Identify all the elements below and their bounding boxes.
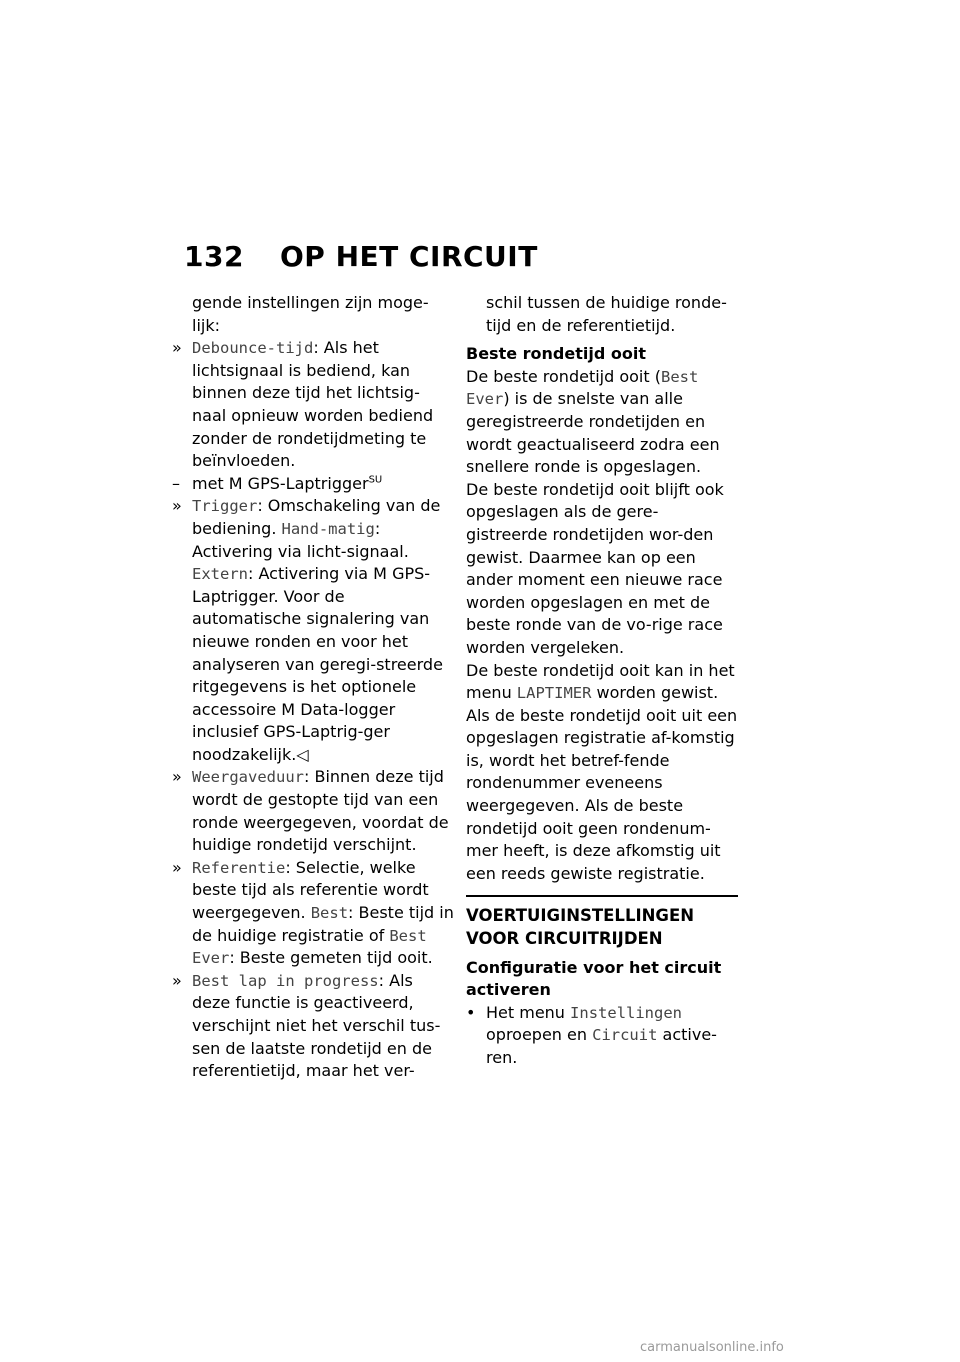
page-header (184, 240, 538, 273)
term-laptimer: LAPTIMER (516, 684, 592, 703)
term-circuit: Circuit (592, 1026, 658, 1045)
term-best-ever: Best Ever (466, 367, 699, 409)
paragraph-4: Als de beste rondetijd ooit uit een opgeslagen registratie af-komstig is, wordt het betref-fende rondenummer eveneens weergegeven. Als de beste rondetijd ooit geen rondenum-mer heeft, is deze afkomstig uit een reeds gewiste registratie. (466, 705, 738, 883)
term-instellingen: Instellingen (570, 1003, 683, 1022)
section-title: VOERTUIGINSTELLINGEN VOOR CIRCUITRIJDEN (466, 906, 695, 949)
superscript-su: SU (368, 474, 383, 486)
arrow-marker-icon: » (172, 857, 182, 877)
list-item-referentie: » Referentie: Selectie, welke beste tijd als referentie wordt weergegeven. Best: Beste tijd in de huidige registratie of Best Ever: Beste gemeten tijd ooit. (172, 857, 454, 968)
list-item-weergaveduur: » Weergaveduur: Binnen deze tijd wordt de gestopte tijd van een ronde weergegeven, voordat de huidige rondetijd verschijnt. (172, 767, 449, 855)
list-item-best-lap: » Best lap in progress: Als deze functie is geactiveerd, verschijnt niet het verschil tus-sen de laatste rondetijd en de referentietijd, maar het ver- (172, 970, 441, 1081)
continued-text: schil tussen de huidige ronde-tijd en de referentietijd. (486, 293, 727, 335)
paragraph-2: De beste rondetijd ooit blijft ook opgeslagen als de gere-gistreerde rondetijden wor-den gewist. Daarmee kan op een ander moment een nieuwe race worden opgeslagen en met de beste ronde van de vo-rige race worden vergeleken. (466, 479, 724, 657)
term-debounce: Debounce-tijd (192, 339, 314, 358)
section-divider (466, 895, 738, 897)
page-number: 132 (184, 240, 244, 273)
chapter-title: OP HET CIRCUIT (280, 240, 538, 273)
arrow-marker-icon: » (172, 970, 182, 990)
intro-text: gende instellingen zijn moge-lijk: (192, 293, 429, 335)
term-extern: Extern (192, 565, 248, 584)
term-weergaveduur: Weergaveduur (192, 768, 304, 787)
arrow-marker-icon: » (172, 338, 182, 358)
watermark-text: carmanualsonline.info (640, 1340, 784, 1355)
arrow-marker-icon: » (172, 767, 182, 787)
bullet-item: • Het menu Instellingen oproepen en Circuit active-ren. (466, 1002, 717, 1067)
paragraph-1: De beste rondetijd ooit (Best Ever) is de snelste van alle geregistreerde rondetijden en wordt geactualiseerd zodra een snellere ronde is opgeslagen. (466, 366, 720, 477)
dash-item: – met M GPS-Laptrigger$^{SU}$ (172, 473, 454, 496)
bullet-dot-icon: • (466, 1002, 476, 1022)
term-trigger: Trigger (192, 497, 258, 516)
right-column (466, 292, 738, 1070)
list-item-debounce: » Debounce-tijd: Als het lichtsignaal is bediend, kan binnen deze tijd het lichtsig-naal opnieuw worden bediend zonder de rondetijdmeting te beïnvloeden. (172, 338, 434, 471)
term-best-lap: Best lap in progress (192, 971, 379, 990)
list-item-trigger: » Trigger: Omschakeling van de bediening. Hand-matig: Activering via licht-signaal. Extern: Activering via M GPS-Laptrigger. Voor de automatische signalering van nieuwe ronden en voor het analyseren van geregi-streerde ritgegevens is het optionele accessoire M Data-logger inclusief GPS-Laptrig-ger noodzakelijk.◁ (172, 496, 443, 764)
arrow-marker-icon: » (172, 496, 182, 516)
left-column (172, 292, 454, 1083)
paragraph-3: De beste rondetijd ooit kan in het menu LAPTIMER worden gewist. (466, 660, 735, 703)
dash-marker-icon: – (172, 473, 180, 493)
term-referentie: Referentie (192, 858, 286, 877)
term-best-ever: Best Ever (192, 926, 427, 968)
heading-beste-rondetijd: Beste rondetijd ooit (466, 344, 646, 364)
subheading: Configuratie voor het circuit activeren (466, 957, 722, 1000)
term-best: Best (310, 904, 349, 923)
term-handmatig: Hand-matig (281, 519, 375, 538)
